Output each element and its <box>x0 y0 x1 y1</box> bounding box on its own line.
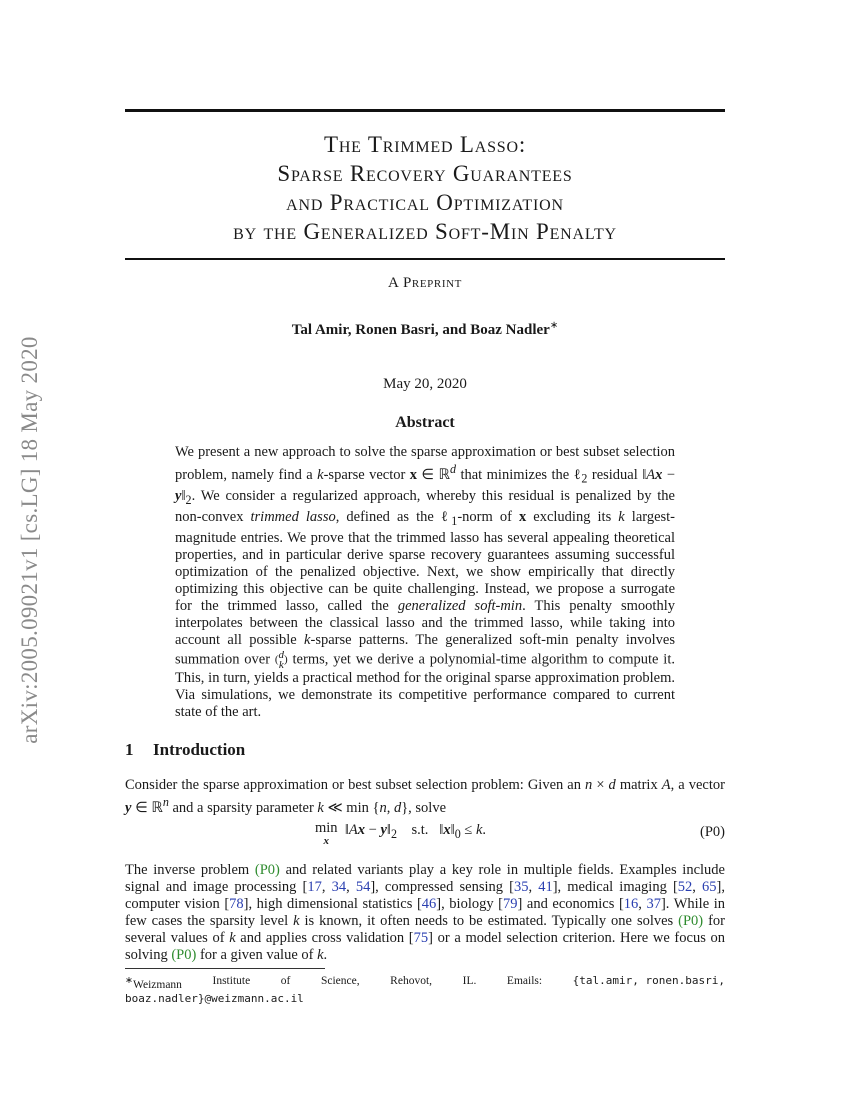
citation-link[interactable]: 46 <box>421 896 437 912</box>
intro-paragraph-2: The inverse problem (P0) and related variants play a key role in multiple fields. Examples include signal and image processing [17, 34, 54], compressed sensing [35, 41], medical imaging [52, 65], computer vision [78], high dimensional statistics [46], biology [79] and economics [16, 37]. While in few cases the sparsity level k is known, it often needs to be estimated. Typically one solves (P0) for several values of k and applies cross validation [75] or a model selection criterion. Here we focus on solving (P0) for a given value of k. <box>125 862 726 963</box>
title-bottom-rule <box>125 258 725 260</box>
citation-link[interactable]: 41 <box>538 879 553 895</box>
equation-link[interactable]: (P0) <box>171 947 197 963</box>
title-line: by the Generalized Soft-Min Penalty <box>233 219 617 244</box>
author-footnote-mark: ∗ <box>549 320 559 331</box>
citation-link[interactable]: 65 <box>702 879 717 895</box>
footnote-line-1: ∗Weizmann Institute of Science, Rehovot, IL. Emails: {tal.amir, ronen.basri, <box>125 974 725 991</box>
citation-link[interactable]: 78 <box>229 896 244 912</box>
abstract-body: We present a new approach to solve the sparse approximation or best subset selection problem, namely find a k-sparse vector x ∈ ℝ$^d$ that minimizes the ℓ$_2$ residual ‖Ax − $y‖_2$. We consider a regularized approach, whereby this residual is penalized by the non-convex trimmed lasso, defined as the ℓ$_1$-norm of x excluding its k largest-magnitude entries. We prove that the trimmed lasso has several appealing theoretical properties, and in particular derive sparse recovery guarantees assuming successful optimization of the penalized objective. Next, we show empirically that directly optimizing this objective can be quite challenging. Instead, we propose a surrogate for the trimmed lasso, called the generalized soft-min. This penalty smoothly interpolates between the classical lasso and the trimmed lasso, while taking into account all possible k-sparse patterns. The generalized soft-min penalty involves summation over (d k) terms, yet we derive a polynomial-time algorithm to compute it. This, in turn, yields a practical method for the original sparse approximation problem. Via simulations, we demonstrate its competitive performance compared to current state of the art. <box>175 444 676 720</box>
section-number: 1 <box>125 740 134 759</box>
section-title: Introduction <box>153 740 246 759</box>
footnote <box>125 974 725 1006</box>
equation-p0 <box>125 822 725 848</box>
citation-link[interactable]: 54 <box>355 879 371 895</box>
title-line: and Practical Optimization <box>286 190 564 215</box>
title-top-rule <box>125 109 725 112</box>
term-generalized-soft-min: generalized soft-min <box>397 598 523 615</box>
arxiv-sidebar <box>10 300 50 780</box>
citation-link[interactable]: 17 <box>307 879 322 895</box>
abstract-heading: Abstract <box>395 414 455 431</box>
citation-link[interactable]: 79 <box>503 896 518 912</box>
equation-link[interactable]: (P0) <box>254 862 280 878</box>
citation-link[interactable]: 34 <box>331 879 347 895</box>
arxiv-identifier: arXiv:2005.09021v1 [cs.LG] 18 May 2020 <box>17 336 42 744</box>
paper-title <box>125 130 725 246</box>
intro-paragraph-1: Consider the sparse approximation or best subset selection problem: Given an n × d matrix A, a vector y ∈ ℝ$^n$ and a sparsity parameter k ≪ min {n, d}, solve <box>125 777 725 816</box>
citation-link[interactable]: 16 <box>623 896 639 912</box>
equation-body: min x ‖Ax − $y‖_2$ s.t. $‖x‖_0 \le k$. <box>315 820 487 847</box>
footnote-emails-1: {tal.amir, ronen.basri, <box>572 974 725 987</box>
citation-link[interactable]: 75 <box>413 930 429 946</box>
equation-tag: (P0) <box>700 824 725 840</box>
title-line: Sparse Recovery Guarantees <box>277 161 573 186</box>
section-heading <box>125 740 245 760</box>
equation-link[interactable]: (P0) <box>678 913 704 929</box>
author-list <box>125 320 725 339</box>
footnote-emails-2: boaz.nadler}@weizmann.ac.il <box>125 991 304 1005</box>
term-trimmed-lasso: trimmed lasso <box>250 508 336 525</box>
title-line: The Trimmed Lasso: <box>323 132 527 157</box>
citation-link[interactable]: 35 <box>513 879 529 895</box>
footnote-rule <box>125 968 325 969</box>
author-names: Tal Amir, Ronen Basri, and Boaz Nadler <box>291 322 550 338</box>
citation-link[interactable]: 37 <box>646 896 661 912</box>
citation-link[interactable]: 52 <box>677 879 693 895</box>
preprint-label: A Preprint <box>388 275 462 291</box>
paper-date: May 20, 2020 <box>383 376 467 392</box>
